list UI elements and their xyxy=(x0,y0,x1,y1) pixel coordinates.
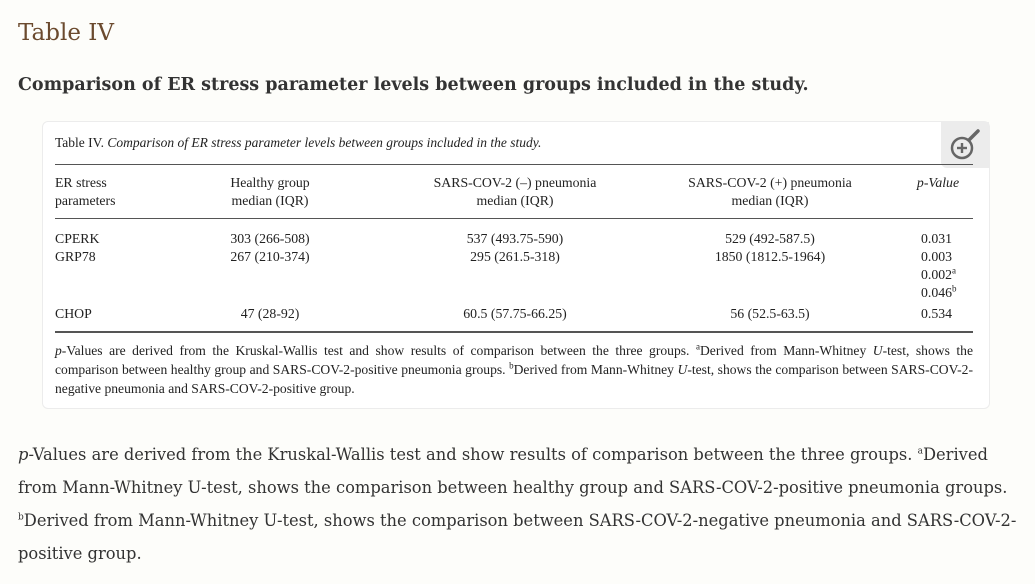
row-grp78-p-a: 0.002$^a$ xyxy=(921,265,957,282)
zoom-in-icon xyxy=(949,128,981,162)
table-image-card[interactable] xyxy=(42,121,990,409)
top-rule xyxy=(55,164,973,165)
row-grp78-p-b: 0.046$^b$ xyxy=(921,283,957,300)
table-caption-heading: Comparison of ER stress parameter levels between groups included in the study. xyxy=(18,75,809,95)
row-chop-neg: 60.5 (57.75-66.25) xyxy=(463,306,567,321)
row-chop-p: 0.534 xyxy=(921,306,953,321)
table-inner-footnote: p-Values are derived from the Kruskal-Wallis test and show results of comparison between the three groups. $^a$Derived from Mann-Whitney U-test, shows the comparison between healthy group and SARS-COV-2-positive pneumonia groups. $^b$Derived from Mann-Whitney U-test, shows the comparison between SARS-COV-2-negative pneumonia and SARS-COV-2-positive group. xyxy=(55,341,973,396)
header-sars-neg: SARS-COV-2 (–) pneumonia median (IQR) xyxy=(433,175,597,208)
row-cperk-neg: 537 (493.75-590) xyxy=(466,231,564,246)
row-grp78-param: GRP78 xyxy=(55,249,96,264)
row-cperk-p: 0.031 xyxy=(921,231,953,246)
table-footnote: p-Values are derived from the Kruskal-Wallis test and show results of comparison between the three groups. $^a$Derived from Mann-Whitney U-test, shows the comparison between healthy group and SARS-COV-2-positive pneumonia groups. $^b$Derived from Mann-Whitney U-test, shows the comparison between SARS-COV-2-negative pneumonia and SARS-COV-2-positive group. xyxy=(18,445,1017,563)
header-p-value: p-Value xyxy=(916,175,960,190)
header-healthy: Healthy group median (IQR) xyxy=(230,175,310,208)
row-cperk-param: CPERK xyxy=(55,231,100,246)
header-er-stress: ER stress parameters xyxy=(55,175,116,208)
row-cperk-pos: 529 (492-587.5) xyxy=(725,231,815,246)
row-grp78-neg: 295 (261.5-318) xyxy=(470,249,560,264)
page-title: Table IV xyxy=(18,20,114,46)
row-chop-param: CHOP xyxy=(55,306,92,321)
row-cperk-healthy: 303 (266-508) xyxy=(230,231,310,246)
row-chop-healthy: 47 (28-92) xyxy=(240,306,300,321)
bottom-rule xyxy=(55,331,973,333)
row-grp78-pos: 1850 (1812.5-1964) xyxy=(714,249,826,264)
row-grp78-p: 0.003 xyxy=(921,249,953,264)
zoom-button[interactable] xyxy=(941,122,989,168)
table-inner-caption: Table IV. Comparison of ER stress parameter levels between groups included in the study. xyxy=(55,135,542,150)
row-chop-pos: 56 (52.5-63.5) xyxy=(730,306,810,321)
header-rule xyxy=(55,218,973,219)
header-sars-pos: SARS-COV-2 (+) pneumonia median (IQR) xyxy=(688,175,852,208)
row-grp78-healthy: 267 (210-374) xyxy=(230,249,310,264)
